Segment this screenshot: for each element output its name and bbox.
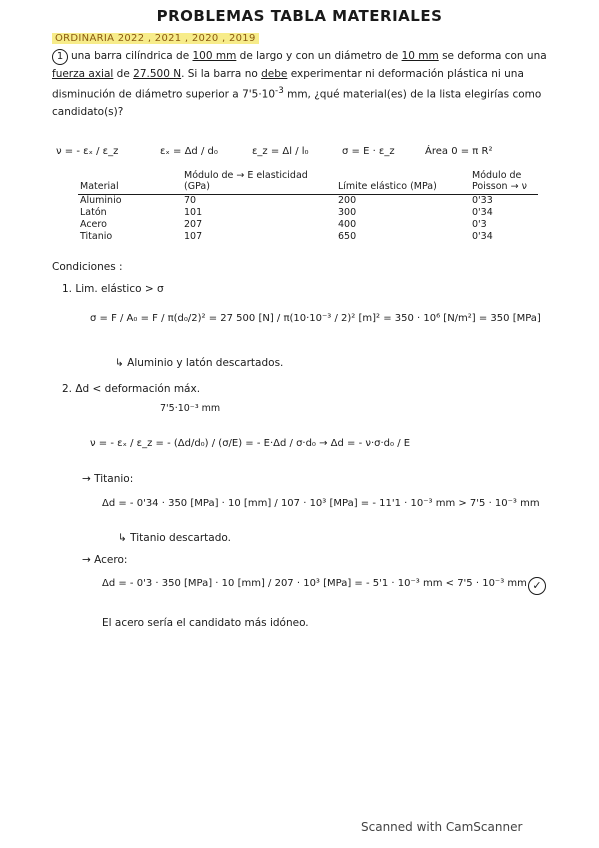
condition-1-result: ↳ Aluminio y latón descartados. xyxy=(115,357,284,369)
cell-young: 207 xyxy=(184,219,203,230)
acero-equation: Δd = - 0'3 · 350 [MPa] · 10 [mm] / 207 · 10³ [MPa] = - 5'1 · 10⁻³ mm < 7'5 · 10⁻³ mm xyxy=(102,578,527,589)
condition-1-equation: σ = F / A₀ = F / π(d₀/2)² = 27 500 [N] / π(10·10⁻³ / 2)² [m]² = 350 · 10⁶ [N/m²] = 350 [MPa] xyxy=(90,313,541,324)
page-title: PROBLEMAS TABLA MATERIALES xyxy=(156,7,443,25)
problem-number: 1 xyxy=(52,49,68,65)
problem-exponent: -3 xyxy=(275,86,284,96)
condition-1-label: 1. Lim. elástico > σ xyxy=(62,283,164,295)
cell-poisson: 0'34 xyxy=(472,231,493,242)
header-poisson: Módulo de Poisson → ν xyxy=(470,170,538,195)
check-icon xyxy=(528,574,546,595)
cell-poisson: 0'33 xyxy=(472,195,493,206)
problem-text: se deforma con una xyxy=(438,50,547,62)
cell-young: 70 xyxy=(184,195,197,206)
acero-label: → Acero: xyxy=(82,554,128,566)
conditions-heading: Condiciones : xyxy=(52,261,123,273)
table-row xyxy=(78,195,538,208)
formula-stress: σ = E · ε_z xyxy=(342,146,395,157)
cell-young: 101 xyxy=(184,207,203,218)
table-row xyxy=(78,231,538,243)
problem-text: debe xyxy=(261,67,288,80)
problem-force: fuerza axial xyxy=(52,67,114,80)
table-row xyxy=(78,219,538,231)
condition-2-label: 2. Δd < deformación máx. xyxy=(62,383,201,395)
check-mark: ✓ xyxy=(528,577,546,595)
problem-text: una barra cilíndrica de xyxy=(71,50,193,62)
problem-text: de xyxy=(113,67,134,80)
titanio-label: → Titanio: xyxy=(82,473,134,485)
cell-yield: 650 xyxy=(338,231,357,242)
cell-poisson: 0'34 xyxy=(472,207,493,218)
header-young-modulus: Módulo de → E elasticidad (GPa) xyxy=(182,170,336,195)
camscanner-footer: Scanned with CamScanner xyxy=(361,820,523,834)
cell-yield: 200 xyxy=(338,195,357,206)
cell-material: Aluminio xyxy=(80,195,122,206)
formula-poisson: ν = - εₓ / ε_z xyxy=(56,146,119,157)
problem-length: 100 mm xyxy=(192,50,237,62)
cell-young: 107 xyxy=(184,231,203,242)
titanio-equation: Δd = - 0'34 · 350 [MPa] · 10 [mm] / 107 · 10³ [MPa] = - 11'1 · 10⁻³ mm > 7'5 · 10⁻³ mm xyxy=(102,498,540,509)
formula-area: Área 0 = π R² xyxy=(425,146,493,157)
problem-text: experimentar ni deformación plástica ni una disminución de diámetro superior a 7'5·10 xyxy=(52,67,524,101)
problem-text: . Si la barra no xyxy=(181,67,262,80)
problem-force-value: 27.500 N xyxy=(133,67,182,80)
problem-text: de largo y con un diámetro de xyxy=(236,50,402,62)
cell-material: Latón xyxy=(80,207,107,218)
formula-strain-x: εₓ = Δd / d₀ xyxy=(160,146,218,157)
cell-poisson: 0'3 xyxy=(472,219,487,230)
problem-diameter: 10 mm xyxy=(401,50,439,62)
exam-years-highlight: ORDINARIA 2022 , 2021 , 2020 , 2019 xyxy=(52,33,259,44)
condition-2-bound: 7'5·10⁻³ mm xyxy=(160,403,221,414)
formula-strain-z: ε_z = Δl / l₀ xyxy=(252,146,309,157)
materials-table xyxy=(78,170,538,243)
cell-material: Acero xyxy=(80,219,107,230)
problem-statement xyxy=(52,48,572,122)
cell-yield: 300 xyxy=(338,207,357,218)
conclusion: El acero sería el candidato más idóneo. xyxy=(102,617,309,629)
header-yield-strength: Límite elástico (MPa) xyxy=(336,170,470,195)
table-row xyxy=(78,207,538,219)
cell-yield: 400 xyxy=(338,219,357,230)
problem-text: mm, ¿qué material(es) de la lista elegirías como candidato(s)? xyxy=(52,88,542,118)
condition-2-equation: ν = - εₓ / ε_z = - (Δd/d₀) / (σ/E) = - E·Δd / σ·d₀ → Δd = - ν·σ·d₀ / E xyxy=(90,438,411,449)
header-material: Material xyxy=(78,170,182,195)
table-header-row xyxy=(78,170,538,195)
cell-material: Titanio xyxy=(80,231,113,242)
titanio-result: ↳ Titanio descartado. xyxy=(118,532,231,544)
